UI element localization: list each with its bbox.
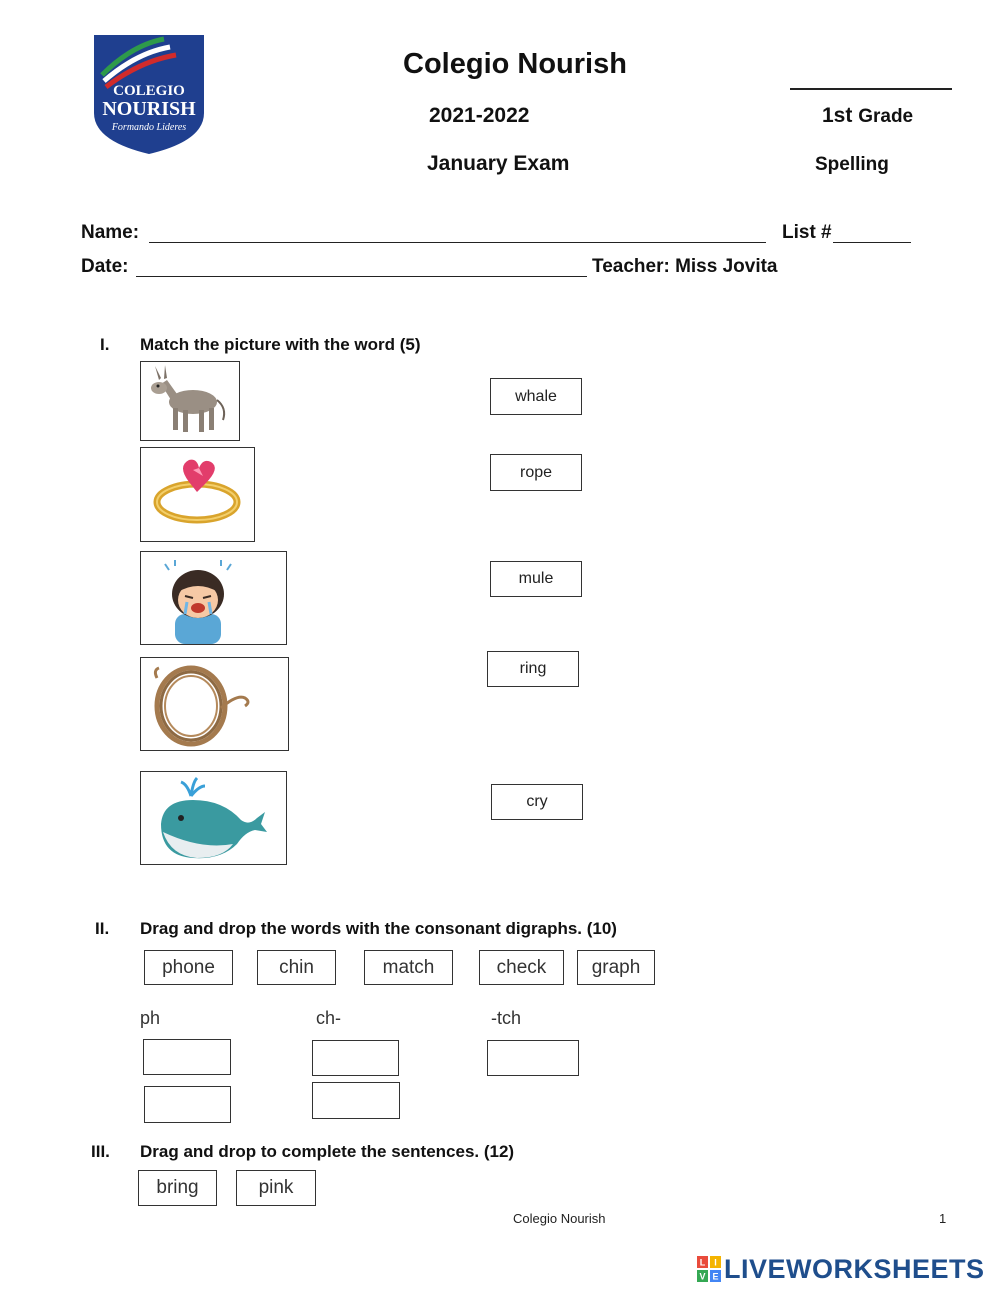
- drag-word-match[interactable]: match: [364, 950, 453, 985]
- date-label: Date:: [81, 256, 129, 277]
- drop-target-tch-1[interactable]: [487, 1040, 579, 1076]
- drop-target-ch-2[interactable]: [312, 1082, 400, 1119]
- header-line: [790, 88, 952, 90]
- category-tch: -tch: [491, 1008, 522, 1028]
- tile-letter-l: L: [699, 1257, 706, 1268]
- whale-picture: [140, 771, 287, 865]
- subject-label: Spelling: [815, 154, 889, 175]
- drag-word-bring[interactable]: bring: [138, 1170, 217, 1206]
- word-box-rope[interactable]: rope: [490, 454, 582, 491]
- ring-icon: [141, 448, 254, 541]
- drag-word-check[interactable]: check: [479, 950, 564, 985]
- category-ph: ph: [140, 1008, 161, 1028]
- drag-word-phone[interactable]: phone: [144, 950, 233, 985]
- rope-picture: [140, 657, 289, 751]
- word-box-mule[interactable]: mule: [490, 561, 582, 597]
- donkey-icon: [141, 362, 239, 440]
- section-3-number: III.: [91, 1142, 110, 1161]
- word-box-whale[interactable]: whale: [490, 378, 582, 415]
- section-2-title: Drag and drop the words with the consonant digraphs. (10): [140, 919, 617, 938]
- drag-word-chin[interactable]: chin: [257, 950, 336, 985]
- list-label: List #: [782, 222, 832, 243]
- date-field[interactable]: [136, 256, 587, 277]
- liveworksheets-brand-text: LIVEWORKSHEETS: [724, 1253, 985, 1284]
- crying-girl-icon: [141, 552, 286, 644]
- word-box-ring[interactable]: ring: [487, 651, 579, 687]
- name-field[interactable]: [149, 222, 766, 243]
- section-3-title: Drag and drop to complete the sentences. (12): [140, 1142, 515, 1161]
- rope-icon: [141, 658, 288, 750]
- school-logo: [92, 33, 206, 155]
- drop-target-ph-2[interactable]: [144, 1086, 231, 1123]
- ring-picture: [140, 447, 255, 542]
- logo-text-motto: Formando Lideres: [111, 122, 187, 133]
- drag-word-pink[interactable]: pink: [236, 1170, 316, 1206]
- teacher-label: Teacher: Miss Jovita: [592, 256, 778, 277]
- page-number: 1: [939, 1211, 947, 1226]
- liveworksheets-logo[interactable]: [697, 1252, 985, 1286]
- list-number-field[interactable]: [833, 222, 911, 243]
- footer-school: Colegio Nourish: [513, 1211, 606, 1226]
- tile-letter-e: E: [712, 1271, 719, 1282]
- crying-girl-picture: [140, 551, 287, 645]
- category-ch: ch-: [316, 1008, 342, 1028]
- tile-letter-v: V: [699, 1271, 706, 1282]
- drop-target-ch-1[interactable]: [312, 1040, 399, 1076]
- donkey-picture: [140, 361, 240, 441]
- name-label: Name:: [81, 222, 140, 243]
- exam-name: January Exam: [427, 152, 570, 175]
- section-1-number: I.: [100, 335, 110, 354]
- liveworksheets-tile-icon: [697, 1256, 721, 1282]
- section-1-title: Match the picture with the word (5): [140, 335, 421, 354]
- drag-word-graph[interactable]: graph: [577, 950, 655, 985]
- grade-label: [822, 104, 913, 128]
- whale-icon: [141, 772, 286, 864]
- grade-word: Grade: [858, 106, 914, 127]
- grade-number: 1st: [822, 104, 853, 127]
- word-box-cry[interactable]: cry: [491, 784, 583, 820]
- logo-text-nourish: NOURISH: [102, 98, 196, 120]
- logo-text-colegio: COLEGIO: [113, 83, 185, 99]
- drop-target-ph-1[interactable]: [143, 1039, 231, 1075]
- school-year: 2021-2022: [429, 104, 530, 127]
- section-2-number: II.: [95, 919, 110, 938]
- tile-letter-i: I: [714, 1257, 717, 1268]
- school-title: Colegio Nourish: [403, 48, 627, 80]
